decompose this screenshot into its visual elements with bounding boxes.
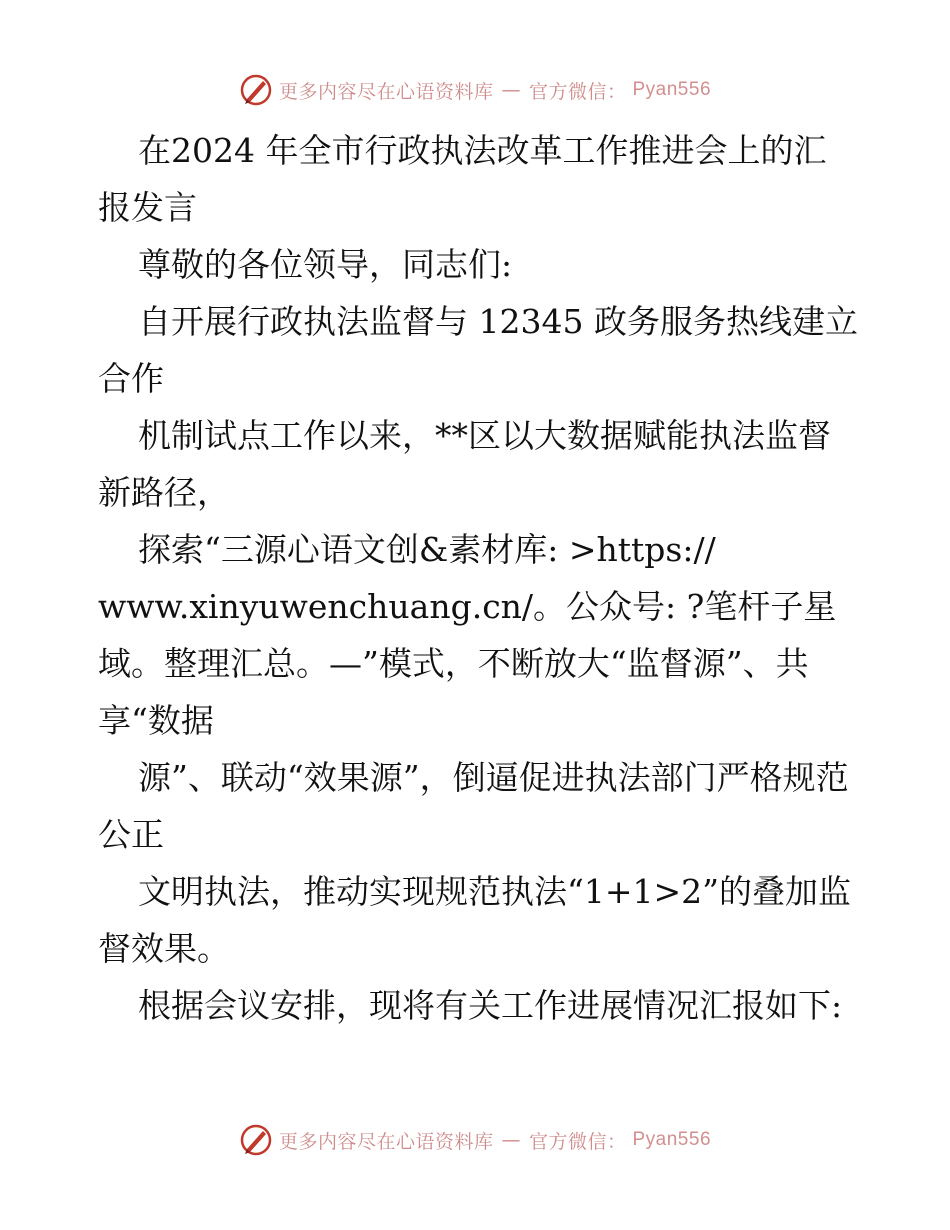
paragraph-salutation: 尊敬的各位领导，同志们:	[138, 245, 513, 284]
watermark-text: 更多内容尽在心语资料库	[278, 80, 494, 103]
paragraph: 域。整理汇总。—”模式，不断放大“监督源”、共享“数据	[98, 644, 809, 740]
watermark-account: Pyan556	[632, 1129, 712, 1150]
footer-watermark	[0, 1120, 950, 1160]
header-watermark	[0, 70, 950, 110]
watermark-label: 官方微信：	[528, 80, 627, 103]
watermark-dash: —	[501, 79, 521, 101]
watermark-text: 更多内容尽在心语资料库	[278, 1130, 494, 1153]
paragraph-title: 在2024 年全市行政执法改革工作推进会上的汇报发言	[98, 131, 827, 227]
document-body	[98, 122, 858, 1034]
watermark-account: Pyan556	[632, 79, 712, 100]
paragraph: 机制试点工作以来，**区以大数据赋能执法监督新路径，	[98, 416, 831, 512]
paragraph: 根据会议安排，现将有关工作进展情况汇报如下:	[138, 986, 843, 1025]
paragraph: 探索“三源心语文创&素材库: >https://	[138, 530, 716, 569]
watermark-dash: —	[501, 1129, 521, 1151]
pen-logo-icon	[239, 73, 273, 107]
paragraph: 源”、联动“效果源”，倒逼促进执法部门严格规范公正	[98, 758, 849, 854]
pen-logo-icon	[239, 1123, 273, 1157]
paragraph: 文明执法，推动实现规范执法“1+1>2”的叠加监督效果。	[98, 872, 852, 968]
watermark-label: 官方微信：	[528, 1130, 627, 1153]
paragraph: 自开展行政执法监督与 12345 政务服务热线建立合作	[98, 302, 858, 398]
paragraph: www.xinyuwenchuang.cn/。公众号: ?笔杆子星	[98, 587, 837, 626]
